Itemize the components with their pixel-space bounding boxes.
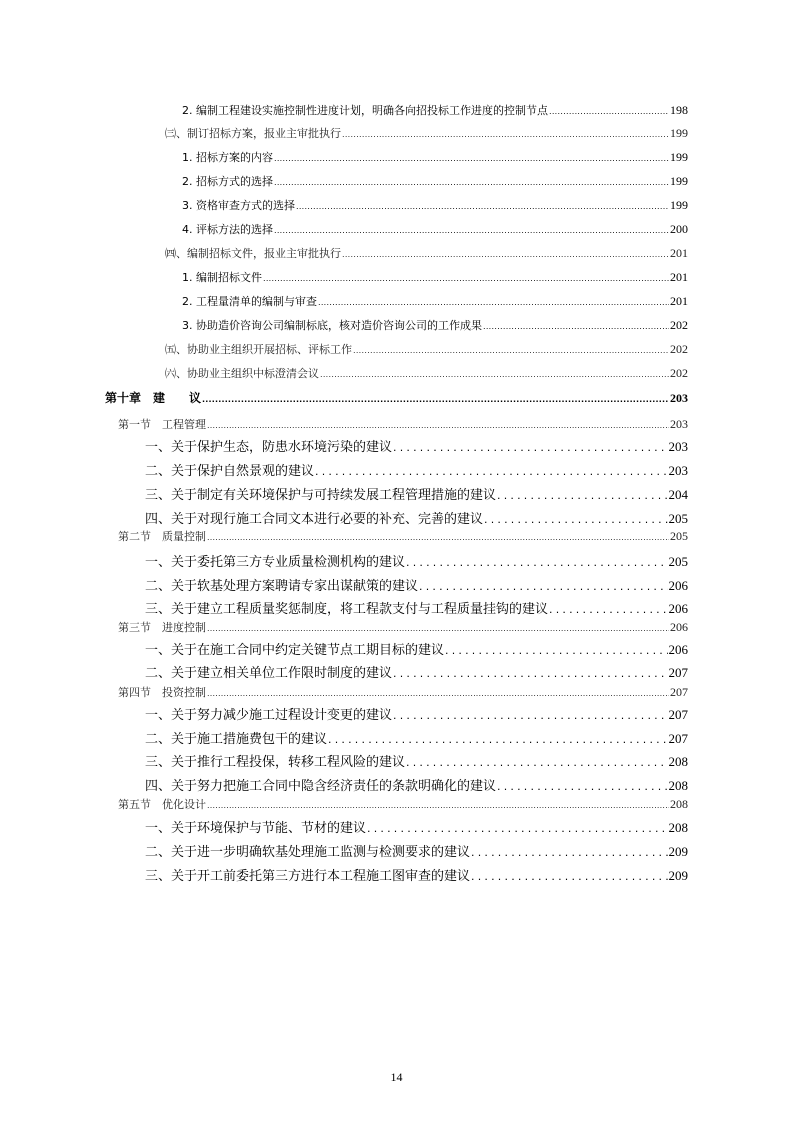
dot-leader (549, 602, 667, 618)
toc-entry[interactable] (182, 102, 688, 120)
dot-leader (207, 686, 669, 702)
toc-entry-title: 一、关于在施工合同中约定关键节点工期目标的建议 (145, 643, 445, 658)
toc-entry[interactable] (145, 844, 688, 861)
toc-entry-page: 206 (668, 601, 688, 616)
dot-leader (471, 845, 667, 861)
toc-entry-title: 四、关于对现行施工合同文本进行必要的补充、完善的建议 (145, 512, 484, 527)
toc-section[interactable] (118, 619, 688, 637)
toc-entry-title: 一、关于环境保护与节能、节材的建议 (145, 821, 367, 836)
dot-leader (207, 621, 669, 637)
toc-entry-title: 二、关于建立相关单位工作限时制度的建议 (145, 666, 393, 681)
toc-entry-title: ㈣、编制招标文件，报业主审批执行 (165, 247, 341, 260)
toc-entry[interactable] (165, 245, 688, 263)
toc-entry-title: 三、关于建立工程质量奖惩制度，将工程款支付与工程质量挂钩的建议 (145, 602, 549, 617)
dot-leader (471, 869, 667, 885)
toc-entry-page: 199 (670, 174, 688, 188)
toc-entry[interactable] (165, 341, 688, 359)
toc-entry-title: ㈢、制订招标方案，报业主审批执行 (165, 127, 341, 140)
toc-entry[interactable] (145, 778, 688, 795)
toc-entry[interactable] (165, 125, 688, 143)
toc-entry-title: 3. 资格审查方式的选择 (182, 199, 295, 212)
page-number: 14 (390, 1070, 403, 1084)
dot-leader (274, 175, 669, 191)
toc-entry-title: 第十章 建 议 (105, 391, 202, 405)
toc-entry-title: 四、关于努力把施工合同中隐含经济责任的条款明确化的建议 (145, 779, 497, 794)
toc-entry-page: 201 (670, 270, 688, 284)
dot-leader (353, 343, 669, 359)
toc-entry[interactable] (182, 221, 688, 239)
toc-entry-page: 206 (668, 642, 688, 657)
toc-entry-page: 208 (668, 754, 688, 769)
dot-leader (320, 367, 669, 383)
toc-entry-title: ㈥、协助业主组织中标澄清会议 (165, 367, 319, 380)
dot-leader (296, 199, 669, 215)
toc-entry[interactable] (145, 511, 688, 528)
toc-entry[interactable] (165, 365, 688, 383)
toc-entry[interactable] (145, 707, 688, 724)
toc-entry[interactable] (145, 554, 688, 571)
toc-entry-page: 202 (670, 342, 688, 356)
toc-entry[interactable] (182, 197, 688, 215)
toc-entry-title: 二、关于软基处理方案聘请专家出谋献策的建议 (145, 579, 419, 594)
toc-section[interactable] (118, 528, 688, 546)
toc-entry[interactable] (145, 487, 688, 504)
toc-entry-title: 4. 评标方法的选择 (182, 223, 273, 236)
dot-leader (315, 464, 667, 480)
toc-entry-page: 199 (670, 198, 688, 212)
toc-entry-page: 207 (668, 731, 688, 746)
toc-entry[interactable] (182, 269, 688, 287)
dot-leader (497, 779, 667, 795)
toc-entry-title: 2. 工程量清单的编制与审查 (182, 295, 317, 308)
toc-entry-title: ㈤、协助业主组织开展招标、评标工作 (165, 343, 352, 356)
dot-leader (549, 104, 669, 120)
toc-entry-page: 205 (668, 511, 688, 526)
toc-entry-title: 2. 编制工程建设实施控制性进度计划，明确各向招投标工作进度的控制节点 (182, 104, 548, 117)
toc-entry-title: 1. 招标方案的内容 (182, 151, 273, 164)
toc-entry[interactable] (182, 317, 688, 335)
toc-entry-page: 205 (670, 529, 688, 543)
toc-entry[interactable] (145, 754, 688, 771)
toc-entry[interactable] (145, 820, 688, 837)
toc-entry-title: 第二节 质量控制 (118, 530, 206, 543)
toc-entry-page: 199 (670, 150, 688, 164)
toc-entry-title: 三、关于推行工程投保，转移工程风险的建议 (145, 755, 406, 770)
toc-entry-title: 二、关于进一步明确软基处理施工监测与检测要求的建议 (145, 845, 471, 860)
toc-entry-title: 一、关于委托第三方专业质量检测机构的建议 (145, 555, 406, 570)
toc-entry-title: 第三节 进度控制 (118, 621, 206, 634)
toc-entry[interactable] (182, 293, 688, 311)
toc-entry[interactable] (145, 731, 688, 748)
dot-leader (393, 440, 667, 456)
toc-entry-page: 205 (668, 554, 688, 569)
toc-entry-page: 200 (670, 222, 688, 236)
toc-entry-title: 三、关于制定有关环境保护与可持续发展工程管理措施的建议 (145, 488, 497, 503)
toc-section[interactable] (118, 796, 688, 814)
dot-leader (342, 127, 669, 143)
toc-entry[interactable] (145, 601, 688, 618)
toc-entry-page: 207 (668, 707, 688, 722)
toc-entry-page: 208 (668, 778, 688, 793)
toc-entry-title: 1. 编制招标文件 (182, 271, 262, 284)
toc-entry-page: 203 (668, 463, 688, 478)
toc-entry-page: 201 (670, 294, 688, 308)
toc-entry-page: 199 (670, 126, 688, 140)
toc-entry-title: 2. 招标方式的选择 (182, 175, 273, 188)
dot-leader (484, 512, 667, 528)
toc-entry-page: 207 (670, 685, 688, 699)
toc-entry[interactable] (145, 463, 688, 480)
toc-entry-title: 3. 协助造价咨询公司编制标底，核对造价咨询公司的工作成果 (182, 319, 482, 332)
toc-entry[interactable] (182, 173, 688, 191)
toc-entry-page: 203 (670, 417, 688, 431)
toc-entry-page: 206 (668, 578, 688, 593)
toc-entry-page: 204 (668, 487, 688, 502)
dot-leader (497, 488, 667, 504)
toc-entry-page: 203 (670, 391, 688, 405)
toc-entry-page: 207 (668, 665, 688, 680)
dot-leader (445, 643, 667, 659)
toc-section[interactable] (118, 684, 688, 702)
toc-entry-title: 二、关于保护自然景观的建议 (145, 464, 315, 479)
toc-entry[interactable] (145, 439, 688, 456)
dot-leader (318, 295, 669, 311)
toc-entry-page: 209 (668, 844, 688, 859)
dot-leader (342, 247, 669, 263)
dot-leader (393, 666, 667, 682)
toc-entry-page: 198 (670, 103, 688, 117)
toc-entry-title: 一、关于保护生态，防患水环境污染的建议 (145, 440, 393, 455)
toc-entry-page: 201 (670, 246, 688, 260)
toc-entry-title: 三、关于开工前委托第三方进行本工程施工图审查的建议 (145, 869, 471, 884)
dot-leader (274, 223, 669, 239)
dot-leader (207, 418, 669, 434)
toc-entry-page: 208 (668, 820, 688, 835)
dot-leader (202, 392, 669, 408)
dot-leader (328, 732, 667, 748)
toc-entry-page: 208 (670, 797, 688, 811)
toc-entry-page: 202 (670, 366, 688, 380)
dot-leader (207, 798, 669, 814)
dot-leader (367, 821, 667, 837)
toc-entry[interactable] (145, 868, 688, 885)
toc-entry[interactable] (182, 149, 688, 167)
toc-entry[interactable] (145, 642, 688, 659)
toc-entry-title: 第一节 工程管理 (118, 418, 206, 431)
toc-chapter[interactable] (105, 390, 688, 408)
dot-leader (393, 708, 667, 724)
toc-entry-title: 第五节 优化设计 (118, 798, 206, 811)
dot-leader (483, 319, 669, 335)
toc-section[interactable] (118, 416, 688, 434)
toc-entry[interactable] (145, 578, 688, 595)
dot-leader (263, 271, 669, 287)
dot-leader (207, 530, 669, 546)
toc-entry-page: 202 (670, 318, 688, 332)
dot-leader (274, 151, 669, 167)
toc-entry-title: 二、关于施工措施费包干的建议 (145, 732, 328, 747)
dot-leader (406, 755, 667, 771)
toc-entry-page: 203 (668, 439, 688, 454)
toc-entry-page: 206 (670, 620, 688, 634)
toc-entry-title: 一、关于努力减少施工过程设计变更的建议 (145, 708, 393, 723)
toc-entry-title: 第四节 投资控制 (118, 686, 206, 699)
toc-entry-page: 209 (668, 868, 688, 883)
toc-entry[interactable] (145, 665, 688, 682)
dot-leader (419, 579, 667, 595)
dot-leader (406, 555, 667, 571)
